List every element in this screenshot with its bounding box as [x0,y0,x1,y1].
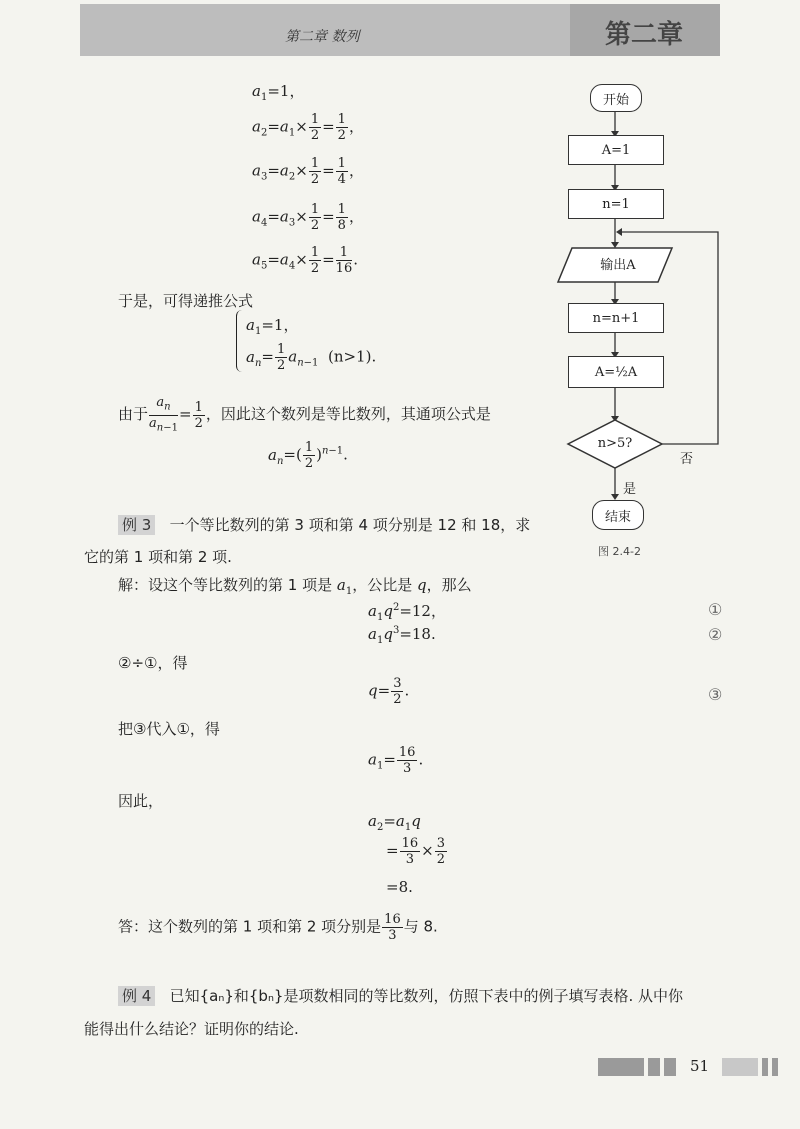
footer-bar-2 [648,1058,660,1076]
equation-1: $a_1q^2=12$， [368,602,446,623]
recurrence-line-2: $a_2=a_1\times$ $\frac{1}{2}$ = $\frac{1}{2}$ ， [252,112,364,143]
flowchart-start: 开始 [590,84,642,112]
system-line-1: $a_1=1$， [246,316,299,337]
footer-bar-6 [772,1058,778,1076]
step-yinci: 因此， [118,792,164,810]
example-4-tag: 例 4 [118,986,155,1006]
example-3-line-1: 例 3 一个等比数列的第 3 项和第 4 项分别是 12 和 18，求 [118,514,530,535]
flowchart-condition: n>5? [597,436,633,451]
answer-line: 答：这个数列的第 1 项和第 2 项分别是 $\frac{16}{3}$ 与 8. [118,912,438,943]
solution-intro: 解：设这个等比数列的第 1 项是 $a_1$，公比是 q，那么 [118,576,472,597]
result-a1: $a_1=$ $\frac{16}{3}$ . [368,745,424,776]
system-condition: (n>1). [327,347,377,366]
footer-bar-3 [664,1058,676,1076]
chapter-badge: 第二章 [605,20,684,50]
chapter-title: 第二章 数列 [285,29,360,45]
result-a2-line-2: = $\frac{16}{3}$ × $\frac{3}{2}$ [386,836,445,867]
paragraph-youyu: 由于 $\frac{a_n}{a_{n-1}}$ = $\frac{1}{2}$ ，因此这个数列是等比数列，其通项公式是 [118,395,491,434]
result-a2-line-1: $a_2=a_1q$ [368,812,421,833]
example-3-line-2: 它的第 1 项和第 2 项. [84,548,232,566]
result-a2-line-3: =8. [386,878,413,896]
example-4-line-1: 例 4 已知{aₙ}和{bₙ}是项数相同的等比数列，仿照下表中的例子填写表格. 从中你 [118,985,683,1006]
figure-caption: 图 2.4-2 [598,545,641,558]
paragraph-yushi: 于是，可得递推公式 [118,292,254,310]
recurrence-line-4: $a_4=a_3\times$ $\frac{1}{2}$ = $\frac{1}{8}$ ， [252,202,364,233]
flowchart-assign-a: A=1 [568,135,664,165]
flowchart-increment: n=n+1 [568,303,664,333]
recurrence-line-1: $a_1=1$， [252,82,305,103]
system-line-2: $a_n=$ $\frac{1}{2}$ $a_{n-1}$ (n>1). [246,342,377,373]
step-divide: ②÷①，得 [118,654,188,672]
step-substitute: 把③代入①，得 [118,720,220,738]
footer-bar-4 [722,1058,758,1076]
page-number: 51 [690,1057,710,1075]
equation-number-3: ③ [708,685,723,704]
equation-number-2: ② [708,625,723,644]
equation-number-1: ① [708,600,723,619]
example-4-line-2: 能得出什么结论？证明你的结论. [84,1020,299,1038]
flowchart-end: 结束 [592,500,644,530]
recurrence-line-5: $a_5=a_4\times$ $\frac{1}{2}$ = $\frac{1}{16}$ . [252,245,358,276]
equation-2: $a_1q^3=18$. [368,625,436,646]
footer-bar-1 [598,1058,644,1076]
equation-3: q= $\frac{3}{2}$ . [368,676,410,707]
recurrence-line-3: $a_3=a_2\times$ $\frac{1}{2}$ = $\frac{1}{4}$ ， [252,156,364,187]
footer-bar-5 [762,1058,768,1076]
general-term-formula: $a_n=$( $\frac{1}{2}$ )$^{n-1}$. [268,440,348,471]
flowchart-assign-n: n=1 [568,189,664,219]
system-brace [236,310,245,372]
example-3-tag: 例 3 [118,515,155,535]
flowchart-no-label: 否 [680,452,694,467]
flowchart-output: 输出A [600,258,636,273]
flowchart-update: A=½A [568,356,664,388]
flowchart-yes-label: 是 [623,482,637,497]
